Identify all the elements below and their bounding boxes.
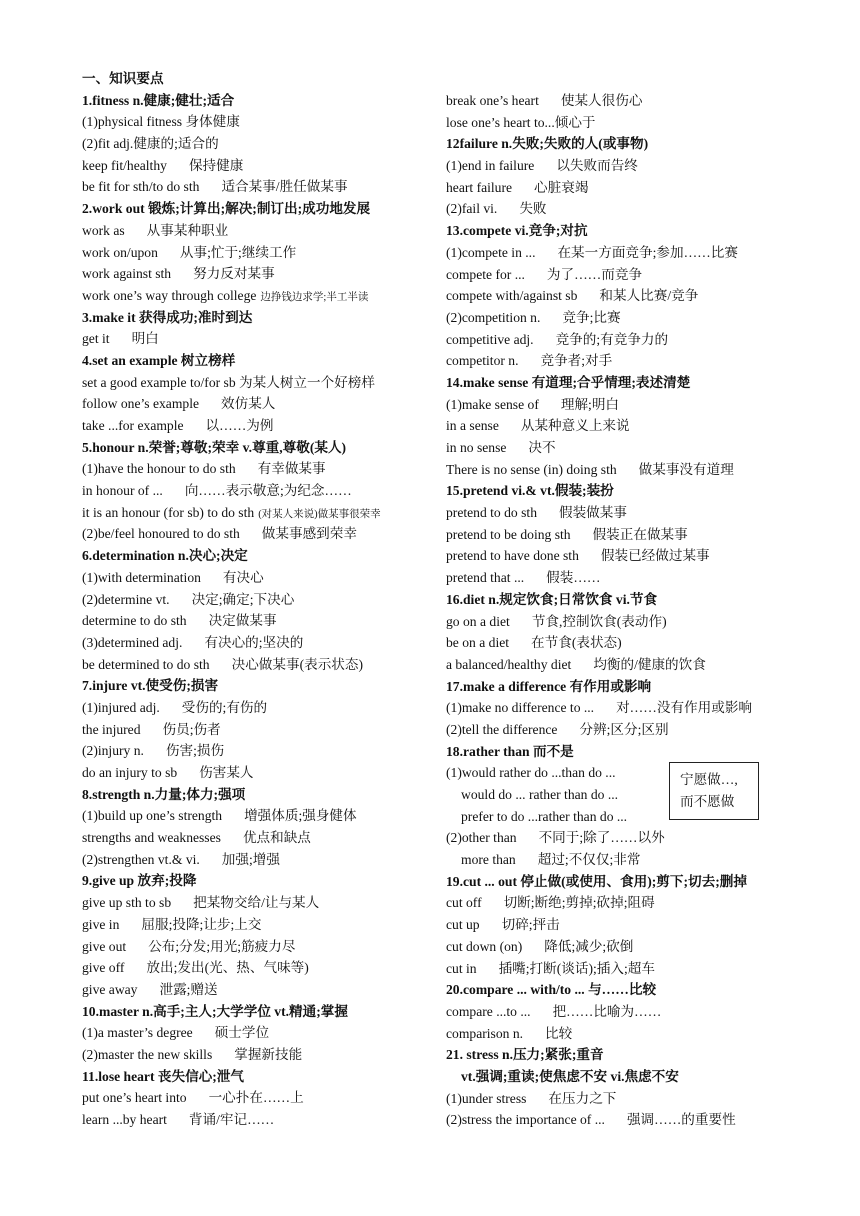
- entry-english: get it: [82, 331, 110, 347]
- entry-chinese: 向……表示敬意;为纪念……: [184, 483, 352, 499]
- entry-text: 19.cut ... out 停止做(或使用、食用);剪下;切去;删掉: [446, 873, 747, 889]
- entry-heading: [82, 1001, 427, 1023]
- entry-heading: [82, 350, 427, 372]
- entry-line: [82, 393, 427, 415]
- entry-chinese: 决不: [528, 440, 556, 455]
- entry-chinese: 以失败而告终: [556, 158, 638, 174]
- entry-line: [446, 350, 791, 372]
- entry-english: be determined to do sth: [82, 656, 210, 672]
- entry-chinese: 边挣钱边求学;半工半读: [260, 291, 369, 303]
- entry-chinese: 强调……的重要性: [626, 1112, 736, 1128]
- entry-text: 15.pretend vi.& vt.假装;装扮: [446, 483, 614, 499]
- entry-line: [446, 90, 791, 112]
- entry-heading: [82, 198, 427, 220]
- entry-english: (1)under stress: [446, 1090, 527, 1106]
- entry-chinese: 心脏衰竭: [534, 179, 589, 195]
- entry-line: [446, 697, 791, 719]
- entry-line: [82, 892, 427, 914]
- entry-line: [82, 936, 427, 958]
- entry-heading: [82, 675, 427, 697]
- entry-heading: [446, 871, 791, 893]
- entry-line: [446, 1001, 791, 1023]
- entry-chinese: 有决心的;坚决的: [204, 634, 304, 650]
- entry-chinese: 伤害某人: [199, 765, 254, 780]
- entry-heading: [82, 784, 427, 806]
- entry-text: 20.compare ... with/to ... 与……比较: [446, 982, 657, 998]
- entry-english: give in: [82, 916, 120, 932]
- entry-english: (1)make no difference to ...: [446, 700, 595, 716]
- entry-text: 3.make it 获得成功;准时到达: [82, 309, 253, 325]
- entry-english: be on a diet: [446, 635, 510, 651]
- entry-chinese: 把某物交给/让与某人: [193, 895, 320, 911]
- entry-english: competitive adj.: [446, 331, 534, 347]
- entry-line: [446, 437, 791, 459]
- entry-line: [82, 502, 427, 524]
- entry-english: give off: [82, 960, 125, 976]
- entry-text: 7.injure vt.使受伤;损害: [82, 678, 219, 694]
- entry-heading: [82, 870, 427, 892]
- entry-chinese: 假装……: [546, 570, 601, 586]
- entry-english: in no sense: [446, 440, 507, 455]
- entry-heading: [446, 372, 791, 394]
- entry-text: set a good example to/for sb 为某人树立一个好榜样: [82, 374, 375, 390]
- entry-chinese: 在压力之下: [548, 1090, 617, 1106]
- entry-chinese: 泄露;赠送: [159, 981, 218, 997]
- entry-english: (1)build up one’s strength: [82, 808, 223, 824]
- entry-english: (1)make sense of: [446, 396, 539, 412]
- entry-english: the injured: [82, 721, 141, 737]
- entry-english: give away: [82, 981, 138, 997]
- entry-chinese: 竞争;比赛: [562, 309, 621, 325]
- entry-english: (2)be/feel honoured to do sth: [82, 526, 240, 542]
- entry-text: 12failure n.失败;失败的人(或事物): [446, 136, 649, 152]
- entry-chinese: 受伤的;有伤的: [181, 699, 268, 715]
- entry-english: a balanced/healthy diet: [446, 656, 572, 672]
- entry-chinese: 竞争的;有竞争力的: [555, 331, 669, 347]
- left-column: [82, 68, 427, 1131]
- entry-line: [82, 242, 427, 264]
- entry-english: in honour of ...: [82, 483, 163, 499]
- entry-chinese: 超过;不仅仅;非常: [537, 852, 641, 868]
- entry-heading: [446, 133, 791, 155]
- entry-line: [82, 328, 427, 350]
- entry-line: [82, 1044, 427, 1066]
- entry-english: (2)tell the difference: [446, 721, 558, 737]
- entry-text: (1)physical fitness 身体健康: [82, 114, 240, 130]
- entry-heading: [446, 741, 791, 763]
- entry-chinese: 把……比喻为……: [552, 1003, 662, 1019]
- entry-chinese: 决定做某事: [208, 613, 277, 629]
- entry-chinese: 比较: [545, 1025, 573, 1041]
- entry-english: pretend to be doing sth: [446, 526, 571, 542]
- entry-line: [82, 458, 427, 480]
- entry-english: cut up: [446, 917, 480, 933]
- entry-line: [82, 610, 427, 632]
- entry-line: [446, 285, 791, 307]
- entry-english: do an injury to sb: [82, 765, 178, 780]
- entry-chinese: 竞争者;对手: [540, 353, 613, 369]
- right-lines: [446, 90, 791, 1131]
- entry-line: [446, 198, 791, 220]
- entry-chinese: 伤员;伤者: [162, 721, 221, 737]
- entry-text: 11.lose heart 丧失信心;泄气: [82, 1068, 244, 1084]
- entry-line: [82, 827, 427, 849]
- entry-english: work on/upon: [82, 244, 158, 260]
- entry-chinese: 努力反对某事: [193, 266, 275, 282]
- entry-text: would do ... rather than do ...: [461, 787, 619, 802]
- entry-english: compare ...to ...: [446, 1003, 531, 1019]
- entry-english: (2)other than: [446, 830, 517, 846]
- entry-line: [82, 285, 427, 307]
- entry-english: follow one’s example: [82, 396, 200, 412]
- entry-chinese: 假装正在做某事: [592, 526, 688, 542]
- entry-english: in a sense: [446, 418, 499, 434]
- entry-english: work as: [82, 222, 125, 238]
- entry-english: compete for ...: [446, 266, 525, 282]
- entry-heading: [446, 979, 791, 1001]
- entry-chinese: 适合某事/胜任做某事: [221, 179, 348, 195]
- entry-text: 18.rather than 而不是: [446, 743, 574, 759]
- entry-english: (1)with determination: [82, 569, 201, 585]
- entry-text: 5.honour n.荣誉;尊敬;荣幸 v.尊重,尊敬(某人): [82, 439, 347, 455]
- entry-chinese: 节食,控制饮食(表动作): [531, 613, 667, 629]
- entry-line: [446, 936, 791, 958]
- entry-line: [82, 176, 427, 198]
- entry-chinese: 以……为例: [205, 418, 274, 433]
- entry-chinese: 屈服;投降;让步;上交: [141, 916, 262, 932]
- entry-chinese: 放出;发出(光、热、气味等): [146, 960, 309, 976]
- entry-english: (1)have the honour to do sth: [82, 461, 236, 477]
- entry-line: [446, 827, 791, 849]
- entry-text: 10.master n.高手;主人;大学学位 vt.精通;掌握: [82, 1003, 348, 1019]
- entry-english: determine to do sth: [82, 613, 187, 629]
- entry-chinese: 在节食(表状态): [531, 635, 622, 651]
- entry-line: [82, 849, 427, 871]
- entry-english: put one’s heart into: [82, 1090, 187, 1106]
- entry-english: more than: [461, 852, 516, 868]
- entry-chinese: 有决心: [222, 569, 264, 585]
- entry-chinese: 掌握新技能: [234, 1046, 303, 1062]
- entry-line: [82, 957, 427, 979]
- entry-chinese: 从事;忙于;继续工作: [179, 244, 297, 260]
- entry-line: [446, 177, 791, 199]
- entry-line: [446, 264, 791, 286]
- entry-english: cut down (on): [446, 938, 523, 954]
- entry-english: be fit for sth/to do sth: [82, 179, 200, 195]
- entry-line: [446, 502, 791, 524]
- entry-english: (2)master the new skills: [82, 1046, 213, 1062]
- entry-english: cut in: [446, 960, 477, 976]
- entry-line: [82, 762, 427, 784]
- entry-english: pretend to do sth: [446, 505, 537, 521]
- entry-english: learn ...by heart: [82, 1112, 167, 1127]
- section-title: 一、知识要点: [82, 71, 164, 86]
- entry-line: [446, 415, 791, 437]
- entry-line: [446, 459, 791, 481]
- entry-heading: [446, 480, 791, 502]
- entry-english: it is an honour (for sb) to do sth: [82, 504, 255, 520]
- entry-text: 9.give up 放弃;投降: [82, 873, 197, 889]
- entry-line: [82, 111, 427, 133]
- entry-english: (2)competition n.: [446, 309, 541, 325]
- entry-chinese: 插嘴;打断(谈话);插入;超车: [498, 960, 655, 976]
- entry-line: [446, 632, 791, 654]
- entry-text: (1)would rather do ...than do ...: [446, 765, 616, 781]
- entry-english: cut off: [446, 895, 482, 911]
- left-lines: [82, 90, 427, 1131]
- note-box-line-2: 而不愿做: [680, 793, 735, 809]
- entry-english: give up sth to sb: [82, 895, 172, 911]
- entry-text: lose one’s heart to...倾心于: [446, 114, 596, 130]
- entry-english: (2)strengthen vt.& vi.: [82, 851, 200, 867]
- entry-english: (2)injury n.: [82, 743, 144, 759]
- entry-chinese: 做某事没有道理: [638, 461, 734, 477]
- entry-line: [446, 307, 791, 329]
- entry-chinese: 从事某种职业: [146, 222, 229, 238]
- entry-line: [82, 1022, 427, 1044]
- entry-line: [82, 133, 427, 155]
- entry-chinese: 失败: [519, 201, 547, 217]
- entry-line: [82, 740, 427, 762]
- entry-heading: [446, 1066, 791, 1088]
- entry-line: [446, 892, 791, 914]
- entry-english: competitor n.: [446, 353, 519, 369]
- entry-line: [82, 1109, 427, 1131]
- entry-chinese: 假装已经做过某事: [600, 548, 710, 564]
- entry-heading: [82, 307, 427, 329]
- entry-text: 21. stress n.压力;紧张;重音: [446, 1047, 604, 1063]
- entry-chinese: 效仿某人: [221, 396, 276, 412]
- entry-english: (2)stress the importance of ...: [446, 1112, 605, 1128]
- note-box-line-1: 宁愿做…,: [680, 772, 738, 787]
- entry-chinese: (对某人来说)做某事很荣幸: [258, 508, 381, 520]
- entry-english: work one’s way through college: [82, 287, 257, 303]
- entry-chinese: 在某一方面竞争;参加……比赛: [557, 244, 738, 260]
- entry-line: [446, 1109, 791, 1131]
- entry-chinese: 做某事感到荣幸: [261, 526, 357, 542]
- entry-text: prefer to do ...rather than do ...: [461, 808, 628, 824]
- entry-english: (1)injured adj.: [82, 699, 160, 715]
- note-box: [669, 762, 759, 820]
- entry-english: (2)fail vi.: [446, 201, 498, 217]
- entry-line: [446, 958, 791, 980]
- entry-text: 14.make sense 有道理;合乎情理;表述清楚: [446, 374, 691, 390]
- entry-line: [82, 263, 427, 285]
- entry-chinese: 公布;分发;用光;筋疲力尽: [148, 938, 296, 954]
- entry-english: There is no sense (in) doing sth: [446, 461, 617, 477]
- entry-chinese: 分辨;区分;区别: [579, 721, 669, 737]
- entry-line: [446, 242, 791, 264]
- entry-text: 8.strength n.力量;体力;强项: [82, 786, 246, 802]
- entry-heading: [446, 676, 791, 698]
- entry-chinese: 切断;断绝;剪掉;砍掉;阻碍: [503, 895, 655, 911]
- entry-line: [446, 545, 791, 567]
- entry-line: [446, 914, 791, 936]
- entry-english: pretend that ...: [446, 570, 525, 586]
- entry-english: pretend to have done sth: [446, 548, 579, 564]
- entry-line: [446, 1023, 791, 1045]
- entry-line: [82, 632, 427, 654]
- entry-english: break one’s heart: [446, 93, 539, 108]
- entry-line: [82, 480, 427, 502]
- right-column: [446, 90, 791, 1131]
- entry-english: comparison n.: [446, 1025, 524, 1041]
- entry-text: 13.compete vi.竞争;对抗: [446, 223, 588, 239]
- entry-text: 1.fitness n.健康;健壮;适合: [82, 92, 235, 108]
- entry-line: [446, 1088, 791, 1110]
- entry-heading: [82, 437, 427, 459]
- entry-line: [446, 112, 791, 134]
- entry-english: (1)end in failure: [446, 158, 535, 174]
- entry-chinese: 决定;确定;下决心: [191, 591, 295, 607]
- entry-english: take ...for example: [82, 418, 184, 433]
- entry-text: 2.work out 锻炼;计算出;解决;制订出;成功地发展: [82, 201, 371, 217]
- entry-text: (2)fit adj.健康的;适合的: [82, 136, 219, 152]
- entry-line: [82, 372, 427, 394]
- entry-heading: [82, 90, 427, 112]
- entry-english: go on a diet: [446, 613, 510, 629]
- entry-line: [446, 719, 791, 741]
- entry-english: keep fit/healthy: [82, 157, 167, 173]
- entry-chinese: 硕士学位: [214, 1025, 270, 1041]
- entry-english: (1)a master’s degree: [82, 1025, 193, 1041]
- entry-line: [446, 394, 791, 416]
- entry-line: [446, 567, 791, 589]
- entry-text: 6.determination n.决心;决定: [82, 548, 248, 564]
- entry-chinese: 有幸做某事: [257, 461, 326, 477]
- entry-line: [82, 697, 427, 719]
- entry-line: [82, 155, 427, 177]
- entry-chinese: 降低;减少;砍倒: [544, 938, 634, 954]
- entry-chinese: 优点和缺点: [242, 830, 311, 846]
- entry-chinese: 决心做某事(表示状态): [231, 656, 364, 672]
- entry-line: [82, 415, 427, 437]
- entry-line: [82, 805, 427, 827]
- entry-line: [446, 654, 791, 676]
- entry-chinese: 和某人比赛/竞争: [599, 288, 699, 304]
- entry-chinese: 从某种意义上来说: [520, 418, 630, 434]
- entry-english: strengths and weaknesses: [82, 830, 221, 846]
- entry-chinese: 加强;增强: [221, 851, 280, 867]
- entry-line: [446, 849, 791, 871]
- entry-english: give out: [82, 938, 127, 954]
- entry-english: compete with/against sb: [446, 288, 578, 304]
- entry-heading: [82, 545, 427, 567]
- entry-line: [82, 523, 427, 545]
- entry-line: [82, 220, 427, 242]
- entry-chinese: 切碎;抨击: [501, 917, 560, 933]
- entry-text: 4.set an example 树立榜样: [82, 352, 236, 368]
- entry-text: vt.强调;重读;使焦虑不安 vi.焦虑不安: [461, 1068, 679, 1084]
- entry-line: [446, 155, 791, 177]
- entry-chinese: 理解;明白: [560, 396, 620, 412]
- entry-line: [82, 914, 427, 936]
- entry-line: [446, 329, 791, 351]
- entry-english: (3)determined adj.: [82, 634, 183, 650]
- entry-chinese: 一心扑在……上: [208, 1090, 304, 1106]
- entry-chinese: 增强体质;强身健体: [244, 808, 357, 824]
- entry-chinese: 使某人很伤心: [560, 93, 643, 108]
- entry-text: 17.make a difference 有作用或影响: [446, 678, 652, 694]
- entry-chinese: 均衡的/健康的饮食: [593, 656, 706, 672]
- entry-english: (2)determine vt.: [82, 591, 170, 607]
- entry-line: [82, 567, 427, 589]
- entry-line: [446, 524, 791, 546]
- entry-heading: [446, 220, 791, 242]
- entry-chinese: 伤害;损伤: [165, 743, 225, 759]
- entry-line: [82, 979, 427, 1001]
- entry-chinese: 保持健康: [188, 157, 244, 173]
- entry-chinese: 假装做某事: [559, 505, 627, 521]
- entry-chinese: 明白: [131, 331, 159, 347]
- entry-heading: [446, 589, 791, 611]
- entry-heading: [82, 1066, 427, 1088]
- entry-english: work against sth: [82, 266, 172, 282]
- entry-english: (1)compete in ...: [446, 244, 536, 260]
- entry-chinese: 对……没有作用或影响: [616, 700, 753, 716]
- entry-chinese: 为了……而竞争: [546, 266, 643, 282]
- entry-line: [82, 719, 427, 741]
- entry-text: 16.diet n.规定饮食;日常饮食 vi.节食: [446, 591, 658, 607]
- entry-english: heart failure: [446, 179, 513, 195]
- entry-heading: [446, 1044, 791, 1066]
- entry-line: [446, 611, 791, 633]
- entry-line: [82, 589, 427, 611]
- entry-line: [82, 1087, 427, 1109]
- entry-chinese: 不同于;除了……以外: [538, 830, 665, 846]
- entry-line: [82, 654, 427, 676]
- entry-chinese: 背诵/牢记……: [188, 1112, 275, 1127]
